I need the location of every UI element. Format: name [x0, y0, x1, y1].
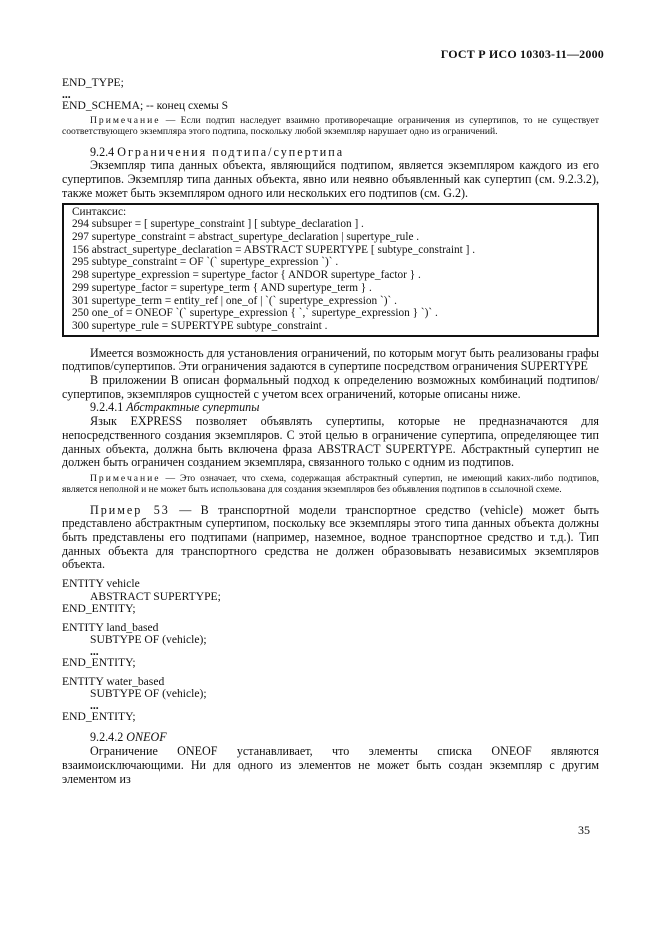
syntax-rule: 295 subtype_constraint = OF `(` supertype_expression `)` .	[72, 256, 339, 269]
code-line: END_SCHEMA; -- конец схемы S	[62, 98, 229, 112]
note-label: Примечание	[90, 472, 161, 484]
code-line: ABSTRACT SUPERTYPE;	[90, 589, 221, 603]
section-heading-9-2-4-1	[62, 401, 599, 415]
code-line: END_ENTITY;	[62, 602, 136, 616]
syntax-rule: 300 supertype_rule = SUPERTYPE subtype_constraint .	[72, 319, 328, 332]
code-line: SUBTYPE OF (vehicle);	[90, 687, 207, 701]
paragraph-oneof: Ограничение ONEOF устанавливает, что элементы списка ONEOF являются взаимоисключающими. Ни для одного из элементов не может быть создан экземпляр с другим элементом из	[62, 744, 599, 786]
syntax-rule: 156 abstract_supertype_declaration = ABSTRACT SUPERTYPE [ subtype_constraint ] .	[72, 243, 476, 256]
section-number: 9.2.4.2	[90, 730, 127, 745]
code-line: END_TYPE;	[62, 76, 124, 89]
syntax-rule: 250 one_of = ONEOF `(` supertype_expression { `,` supertype_expression } `)` .	[72, 307, 438, 320]
syntax-title: Синтаксис:	[72, 205, 127, 218]
code-line: SUBTYPE OF (vehicle);	[90, 633, 207, 647]
code-block-end-schema	[62, 77, 599, 112]
page-number: 35	[578, 823, 590, 837]
example-text: — В транспортной модели транспортное средство (vehicle) может быть представлено абстрактным супертипом, поскольку все экземпляры этого типа данных объекта должны быть представлены его подтипами (например, наземное, водное транспортное средство и т.д.). Тип данных объекта для транспортного средства не должен образовывать независимых экземпляров объекта.	[62, 502, 599, 572]
section-title: Ограничения подтипа/супертипа	[117, 144, 345, 159]
syntax-box	[62, 203, 599, 337]
section-heading-9-2-4	[62, 146, 599, 160]
note-label: Примечание	[90, 115, 161, 127]
code-ellipsis: ...	[90, 698, 99, 712]
paragraph-abstract-supertypes: Язык EXPRESS позволяет объявлять супертипы, которые не предназначаются для непосредственного создания экземпляров. С этой целью в ограничение супертипа, определяющее тип данных объекта, должна быть включена фраза ABSTRACT SUPERTYPE. Абстрактный супертип не должен быть ограничен созданием экземпляра, связанного только с одним из подтипов.	[62, 414, 599, 470]
syntax-rule: 298 supertype_expression = supertype_factor { ANDOR supertype_factor } .	[72, 269, 421, 282]
section-heading-9-2-4-2	[62, 731, 599, 745]
section-title: ONEOF	[126, 730, 167, 745]
paragraph-appendix-b: В приложении В описан формальный подход к определению возможных комбинаций подтипов/супертипов, экземпляров сущностей с учетом всех ограничений, которые описаны ниже.	[62, 373, 599, 401]
code-ellipsis: ...	[90, 645, 99, 659]
page-content	[62, 77, 599, 786]
example-label: Пример 53	[90, 502, 170, 517]
note-inheritance	[62, 115, 599, 138]
note-text: — Если подтип наследует взаимно противоречащие ограничения из супертипов, то не существует соответствующего экземпляра этого подтипа, поскольку любой экземпляр нарушает одно из ограничений.	[62, 115, 599, 138]
code-block-vehicle	[62, 578, 599, 616]
code-ellipsis: ...	[62, 87, 71, 101]
section-number: 9.2.4.1	[90, 400, 127, 415]
paragraph-subtype-instance: Экземпляр типа данных объекта, являющийся подтипом, является экземпляром каждого из его супертипов. Экземпляр типа данных объекта, явно или неявно объявленный как супертип (см. 9.2.3.2), также может быть экземпляром одного или нескольких его подтипов (см. G.2).	[62, 158, 599, 200]
code-line: END_ENTITY;	[62, 709, 136, 723]
section-title: Абстрактные супертипы	[126, 400, 260, 415]
paragraph-constraints: Имеется возможность для установления ограничений, по которым могут быть реализованы графы подтипов/супертипов. Эти ограничения задаются в супертипе посредством ограничения SUPERTYPE	[62, 345, 599, 374]
syntax-rule: 294 subsuper = [ supertype_constraint ] [ subtype_declaration ] .	[72, 218, 364, 231]
syntax-rule: 301 supertype_term = entity_ref | one_of | `(` supertype_expression `)` .	[72, 294, 397, 307]
code-line: END_ENTITY;	[62, 656, 136, 670]
note-text: — Это означает, что схема, содержащая абстрактный супертип, не имеющий каких-либо подтипов, является неполной и не может быть использована для создания экземпляров без объявления подтипов в ссылочной схеме.	[62, 472, 599, 496]
code-block-water-based	[62, 676, 599, 724]
page-header: ГОСТ Р ИСО 10303-11—2000	[440, 47, 604, 61]
syntax-rule: 297 supertype_constraint = abstract_supertype_declaration | supertype_rule .	[72, 231, 420, 243]
code-block-land-based	[62, 622, 599, 670]
note-abstract-schema	[62, 473, 599, 496]
syntax-rule: 299 supertype_factor = supertype_term { AND supertype_term } .	[72, 281, 372, 294]
example-53	[62, 504, 599, 573]
code-line: ENTITY land_based	[62, 620, 159, 634]
section-number: 9.2.4	[90, 144, 118, 159]
code-line: ENTITY vehicle	[62, 577, 140, 591]
code-line: ENTITY water_based	[62, 674, 165, 688]
